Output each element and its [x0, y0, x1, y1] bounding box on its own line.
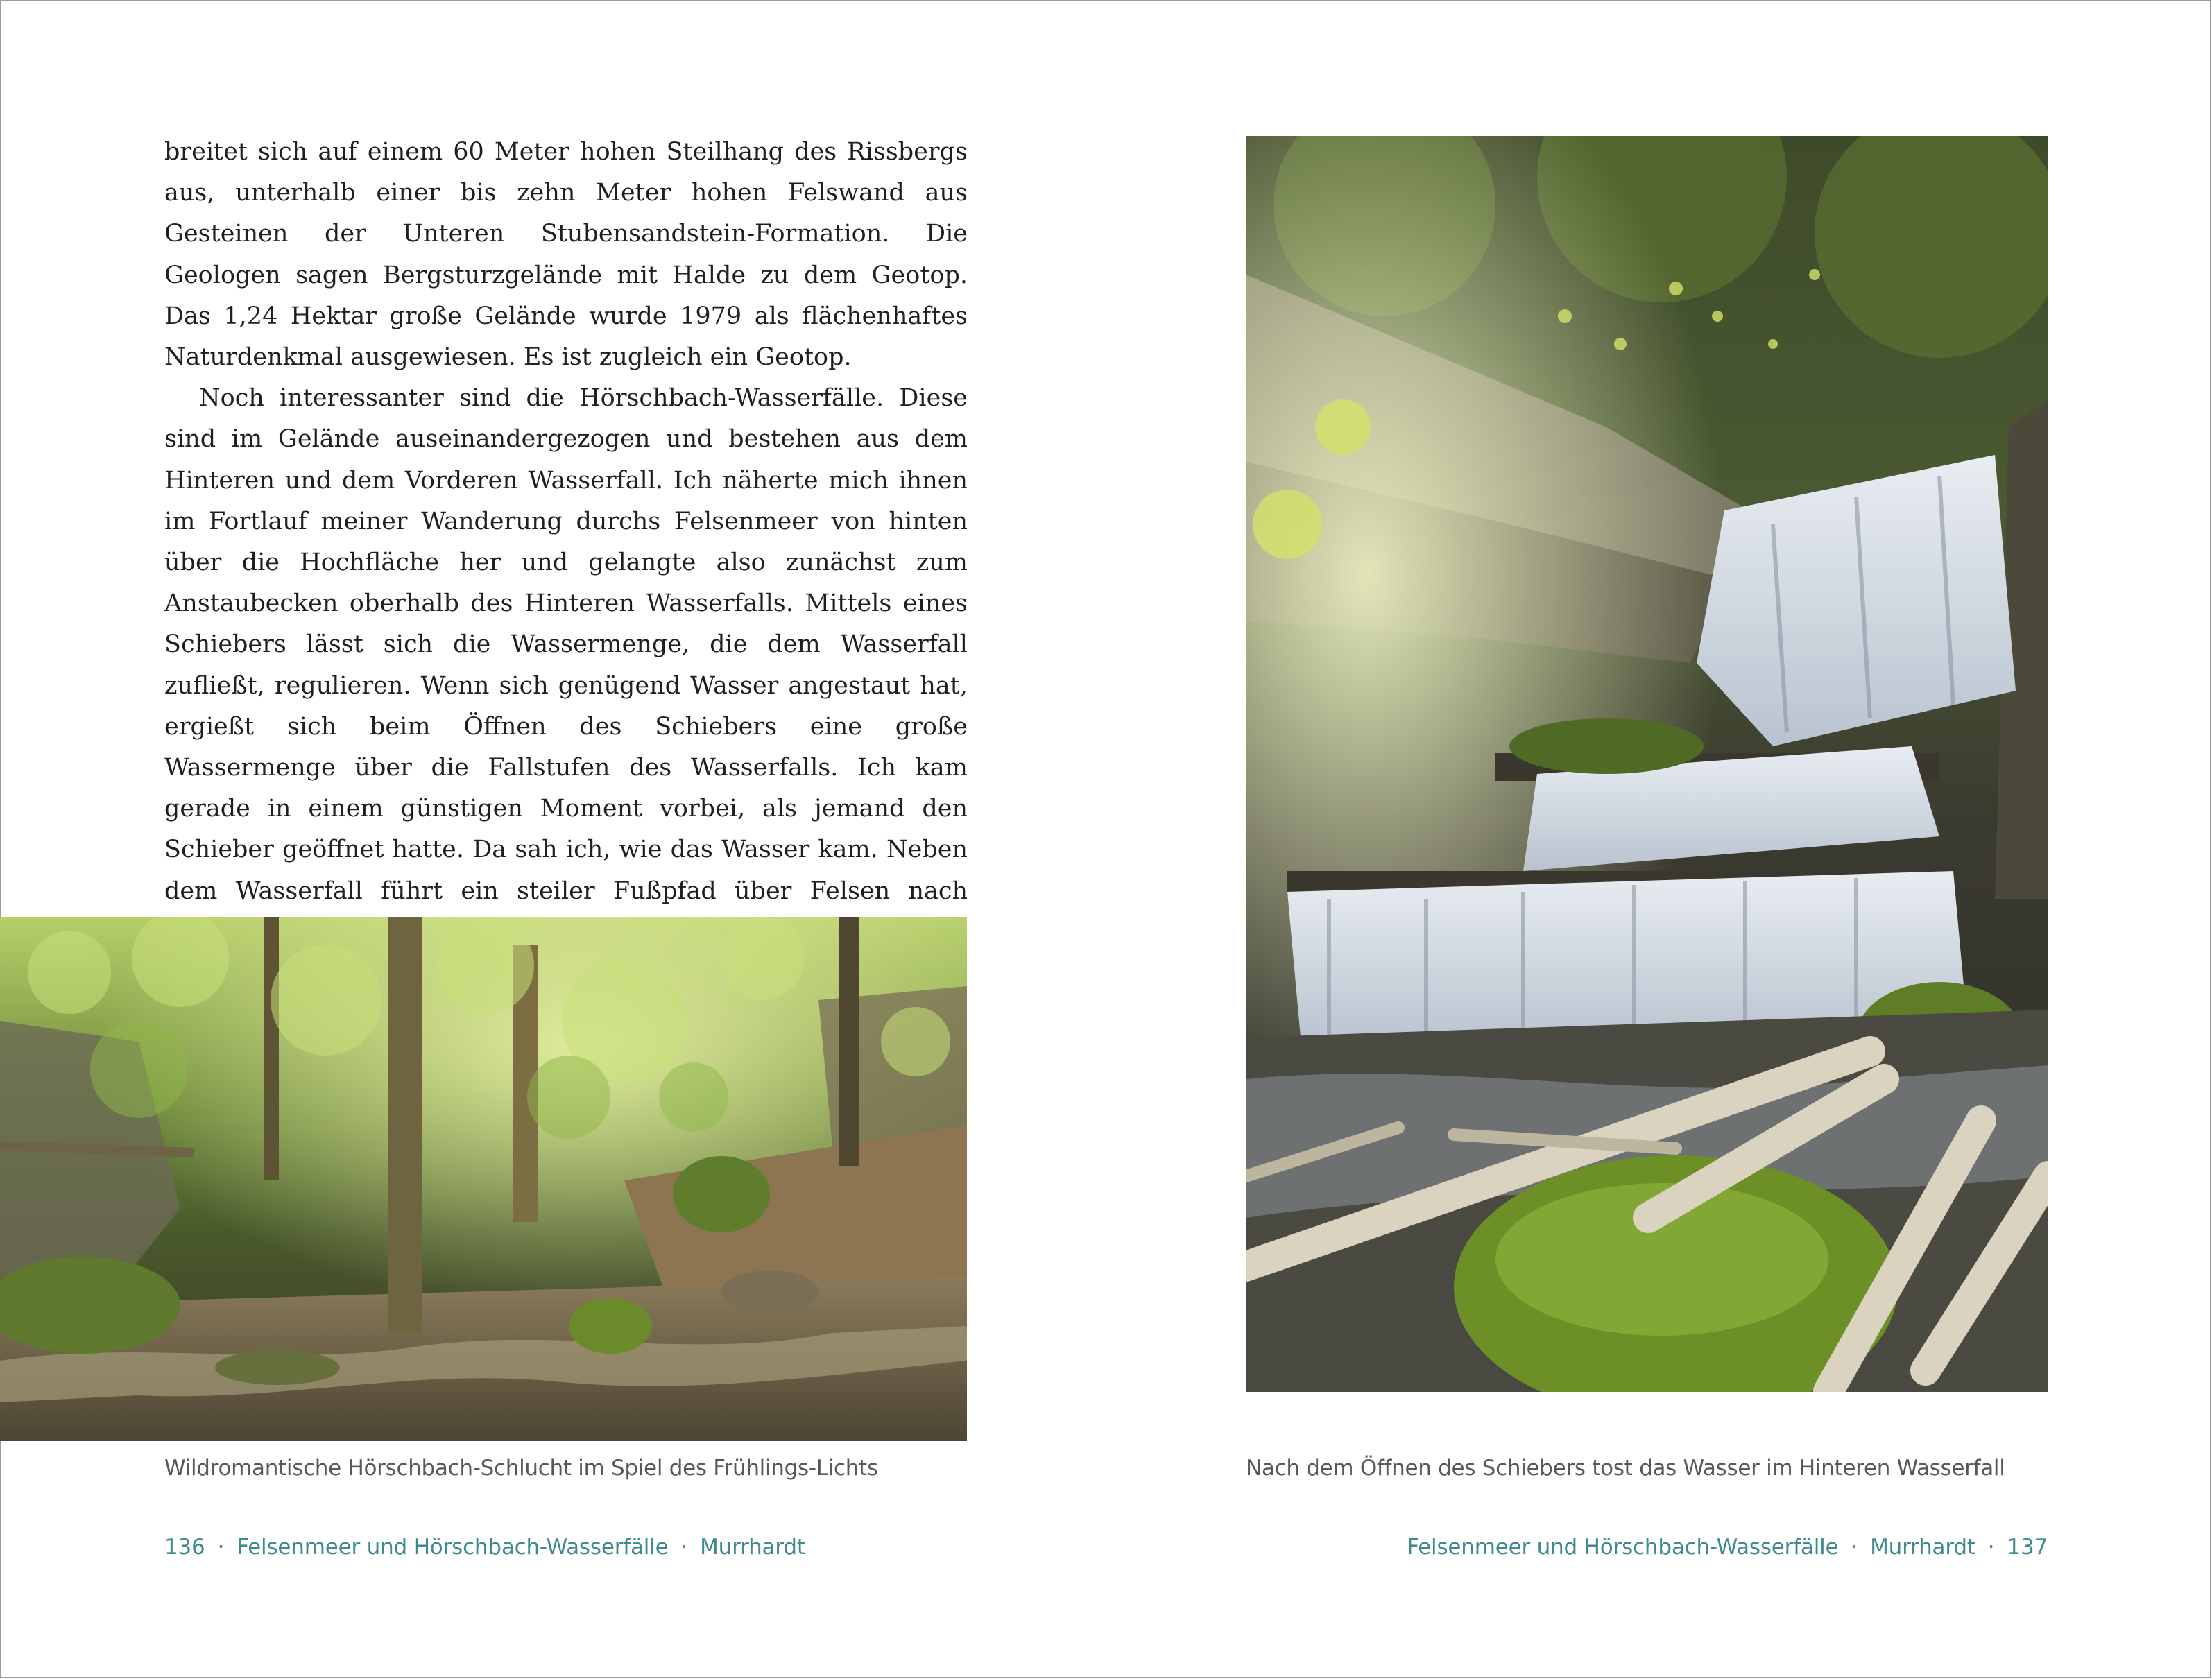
footer-left — [164, 1533, 805, 1561]
footer-separator: · — [217, 1535, 225, 1560]
caption-right: Nach dem Öffnen des Schiebers tost das Wasser im Hinteren Wasserfall — [1246, 1456, 2005, 1481]
body-text — [164, 132, 968, 953]
footer-location: Murrhardt — [700, 1535, 805, 1560]
footer-separator: · — [1987, 1535, 1995, 1560]
body-paragraph-2: Noch interessanter sind die Hörschbach-Wasserfälle. Diese sind im Gelände auseinandergezogen und bestehen aus dem Hinteren und dem Vorderen Wasserfall. Ich näherte mich ihnen im Fortlauf meiner Wanderung durchs Felsenmeer von hinten über die Hochfläche her und gelangte also zunächst zum Anstaubecken oberhalb des Hinteren Wasserfalls. Mittels eines Schiebers lässt sich die Wassermenge, die dem Wasserfall zufließt, regulieren. Wenn sich genügend Wasser angestaut hat, ergießt sich beim Öffnen des Schiebers eine große Wassermenge über die Fallstufen des Wasserfalls. Ich kam gerade in einem günstigen Moment vorbei, als jemand den Schieber geöffnet hatte. Da sah ich, wie das Wasser kam. Neben dem Wasserfall führt ein steiler Fußpfad über Felsen nach — [164, 384, 968, 905]
caption-left: Wildromantische Hörschbach-Schlucht im Spiel des Frühlings-Lichts — [164, 1456, 878, 1481]
footer-location: Murrhardt — [1870, 1535, 1975, 1560]
footer-chapter-title: Felsenmeer und Hörschbach-Wasserfälle — [1407, 1535, 1839, 1560]
waterfall-photo — [1246, 136, 2048, 1392]
footer-right — [1407, 1533, 2048, 1561]
footer-separator: · — [1851, 1535, 1858, 1560]
footer-separator: · — [680, 1535, 688, 1560]
gorge-photo — [0, 917, 967, 1441]
page-number-left: 136 — [164, 1535, 205, 1560]
footer-chapter-title: Felsenmeer und Hörschbach-Wasserfälle — [237, 1535, 669, 1560]
page-number-right: 137 — [2007, 1535, 2048, 1560]
body-paragraph-1: breitet sich auf einem 60 Meter hohen Steilhang des Rissbergs aus, unterhalb einer bis zehn Meter hohen Felswand aus Gesteinen der Unteren Stubensandstein-Formation. Die Geologen sagen Bergsturzgelände mit Halde zu dem Geotop. Das 1,24 Hektar große Gelände wurde 1979 als flächenhaftes Naturdenkmal ausgewiesen. Es ist zugleich ein Geotop. — [164, 138, 968, 372]
